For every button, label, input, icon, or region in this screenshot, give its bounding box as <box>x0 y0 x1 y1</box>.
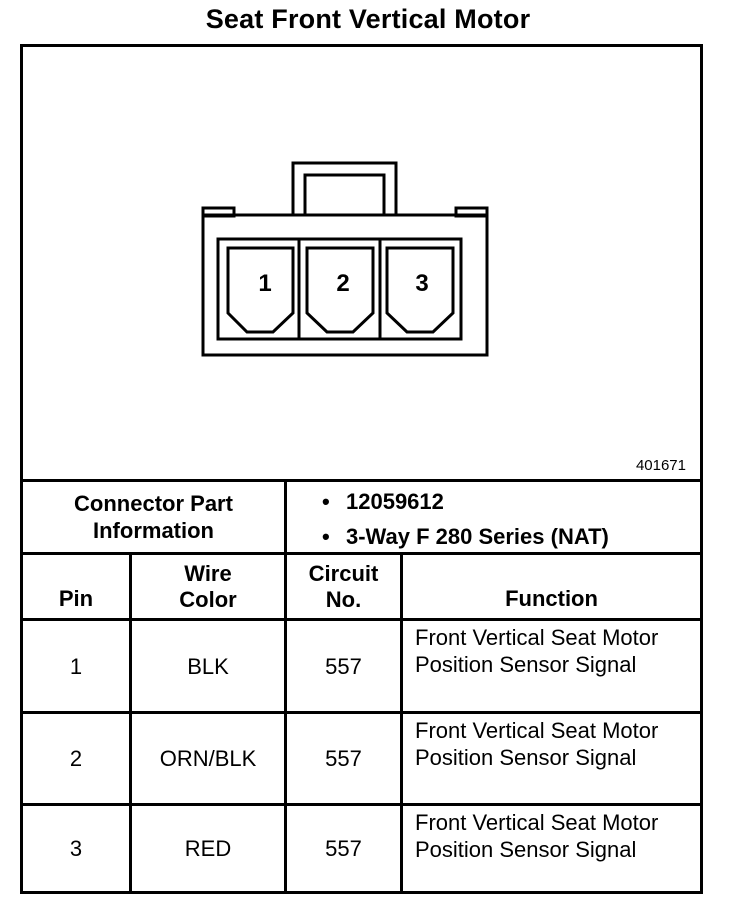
connector-face-drawing <box>23 47 700 479</box>
row-1-function: Front Vertical Seat Motor Position Sensor Signal <box>415 625 659 677</box>
table-row-3-function-cell <box>415 809 685 891</box>
row-2-wire-color: ORN/BLK <box>159 746 257 771</box>
pin-2-label: 2 <box>336 270 350 297</box>
header-pin-cell <box>23 555 129 618</box>
series-item: • 3-Way F 280 Series (NAT) <box>322 524 609 549</box>
row-3-circuit: 557 <box>325 836 362 861</box>
header-function: Function <box>505 586 598 611</box>
figure-number: 401671 <box>635 457 686 474</box>
row-1-wire-color: BLK <box>187 653 229 679</box>
header-pin: Pin <box>58 586 94 611</box>
connector-latch <box>293 163 396 215</box>
row-1-pin: 1 <box>69 653 83 679</box>
table-row-2-circuit-cell <box>287 714 400 803</box>
connector-info-frame <box>20 44 703 894</box>
header-wire-color-cell <box>132 555 284 618</box>
connector-diagram <box>23 47 700 479</box>
row-3-pin: 3 <box>69 836 83 861</box>
header-wire-color: Wire Color <box>179 560 237 612</box>
part-number: 12059612 <box>346 489 444 514</box>
part-info-values <box>322 484 692 554</box>
part-info-label: Connector Part Information <box>74 491 233 543</box>
row-1-circuit: 557 <box>325 653 362 679</box>
connector-latch-inner <box>305 175 384 215</box>
table-row-1-function-cell <box>415 624 685 711</box>
table-row-1-circuit-cell <box>287 621 400 711</box>
header-function-cell <box>403 555 700 618</box>
pin-3-label: 3 <box>415 270 429 297</box>
page-title: Seat Front Vertical Motor <box>205 4 531 34</box>
table-row-2-function-cell <box>415 717 685 803</box>
row-2-pin: 2 <box>69 746 83 771</box>
table-row-2-color-cell <box>132 714 284 803</box>
connector-series: 3-Way F 280 Series (NAT) <box>346 524 609 549</box>
row-2-circuit: 557 <box>325 746 362 771</box>
row-2-function: Front Vertical Seat Motor Position Sensor Signal <box>415 718 659 770</box>
pin-1-label: 1 <box>258 270 272 297</box>
table-row-1-color-cell <box>132 621 284 711</box>
part-info-label-cell <box>23 482 284 552</box>
part-number-item: • 12059612 <box>322 489 444 514</box>
table-row-2-pin-cell <box>23 714 129 803</box>
row-3-wire-color: RED <box>184 836 232 861</box>
table-row-1-pin-cell <box>23 621 129 711</box>
header-circuit: Circuit No. <box>308 560 379 612</box>
table-row-3-color-cell <box>132 806 284 891</box>
header-circuit-cell <box>287 555 400 618</box>
row-3-function: Front Vertical Seat Motor Position Sensor Signal <box>415 810 659 862</box>
table-row-3-pin-cell <box>23 806 129 891</box>
table-row-3-circuit-cell <box>287 806 400 891</box>
